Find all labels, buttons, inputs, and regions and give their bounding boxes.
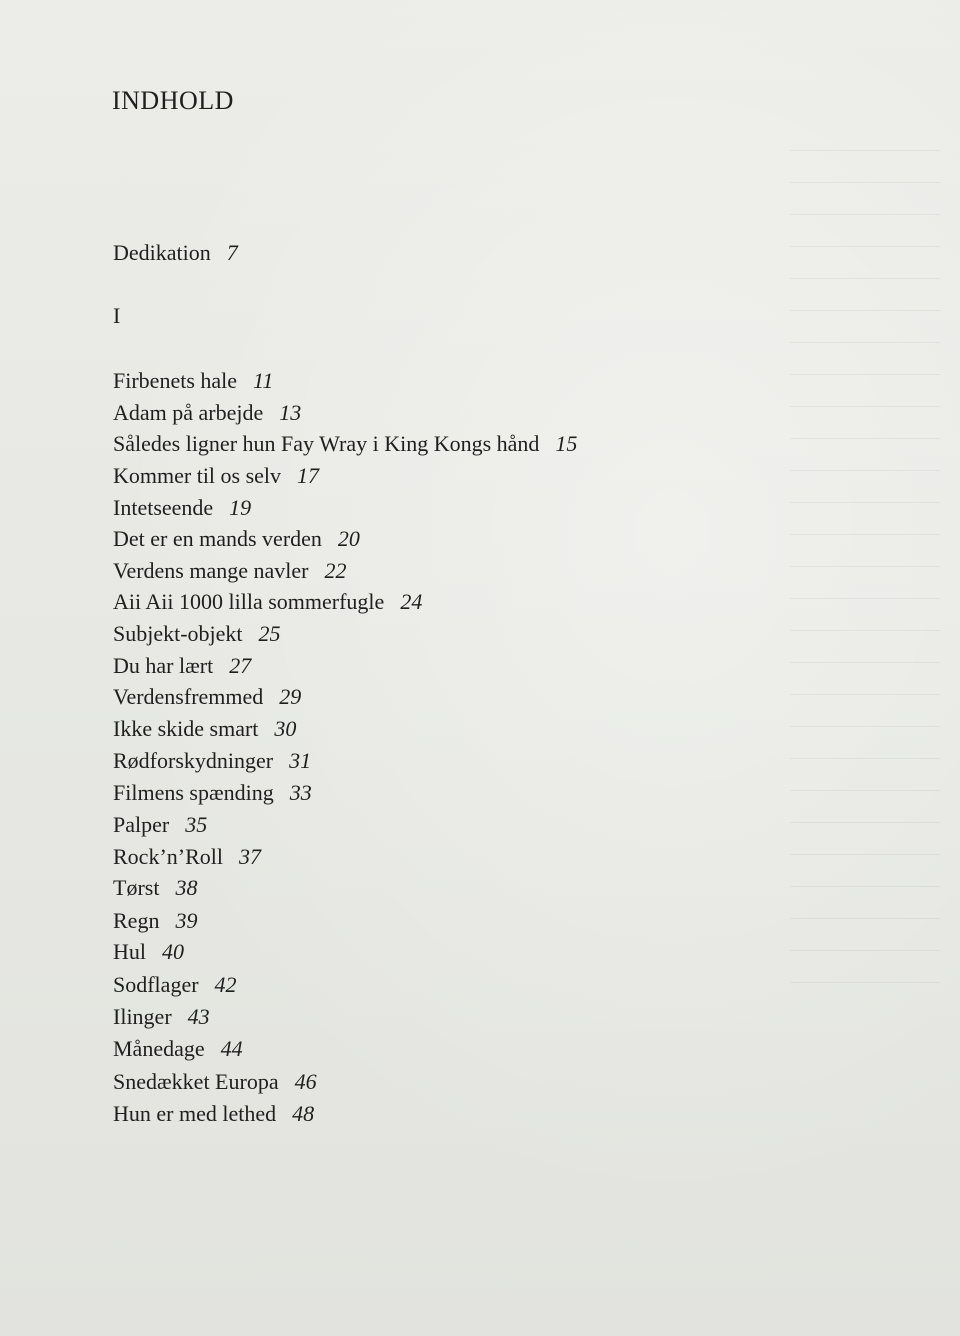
toc-entry-page: 40 [162,939,184,964]
toc-entry-title: Filmens spænding [113,780,274,805]
toc-entry [113,748,311,774]
toc-entry-title: Ikke skide smart [113,716,259,741]
toc-entry-title: Hul [113,939,146,964]
toc-entry [113,1036,243,1062]
toc-entry-page: 43 [187,1004,210,1029]
toc-entry-title: Rødforskydninger [113,748,274,773]
toc-entry [113,844,261,870]
contents-heading: INDHOLD [112,86,234,115]
toc-entry-page: 13 [279,400,302,425]
toc-entry-page: 44 [220,1036,243,1061]
toc-entry-page: 30 [274,716,297,741]
toc-entry [113,400,301,426]
toc-entry-title: Sodflager [113,972,199,997]
toc-entry [113,939,184,965]
toc-entry [113,972,237,998]
toc-entry [113,684,301,710]
toc-entry-page: 17 [297,463,320,488]
toc-entry-page: 25 [258,621,281,646]
toc-entry [113,653,251,679]
toc-entry-title: Aii Aii 1000 lilla sommerfugle [113,589,385,614]
toc-entry-page: 35 [185,812,208,837]
toc-entry [113,1004,210,1030]
toc-entry-page: 31 [289,748,312,773]
toc-entry-page: 15 [555,431,578,456]
toc-entry-dedication [113,240,238,266]
toc-entry [113,780,312,806]
toc-entry-page: 29 [279,684,302,709]
toc-entry-title: Tørst [113,875,160,900]
toc-entry [113,716,296,742]
toc-entry-page: 11 [253,368,274,393]
section-numeral: I [113,303,121,328]
toc-entry [113,463,319,489]
toc-entry-title: Verdens mange navler [113,558,309,583]
toc-entry [113,431,577,457]
toc-entry-page: 27 [229,653,252,678]
toc-entry [113,812,207,838]
toc-entry-page: 48 [292,1101,315,1126]
toc-entry [113,526,360,552]
toc-entry-title: Palper [113,812,170,837]
toc-entry-page: 46 [294,1069,317,1094]
toc-entry-page: 33 [289,780,312,805]
toc-entry [113,621,281,647]
toc-entry-title: Snedækket Europa [113,1069,279,1094]
toc-entry-page: 7 [226,240,238,265]
toc-entry-title: Intetseende [113,495,214,520]
toc-entry-page: 37 [239,844,261,869]
toc-entry [113,495,251,521]
toc-entry-title: Verdensfremmed [113,684,264,709]
toc-entry-page: 20 [337,526,360,551]
toc-entry-page: 42 [214,972,237,997]
toc-entry [113,589,422,615]
toc-entry-page: 22 [324,558,347,583]
toc-entry [113,558,346,584]
toc-entry-title: Du har lært [113,653,214,678]
toc-entry-title: Dedikation [113,240,211,265]
toc-entry-title: Månedage [113,1036,205,1061]
toc-entry-title: Subjekt-objekt [113,621,243,646]
toc-entry-page: 38 [175,875,198,900]
toc-entry-title: Kommer til os selv [113,463,282,488]
toc-entry-title: Ilinger [113,1004,172,1029]
toc-entry [113,368,273,394]
toc-entry-title: Adam på arbejde [113,400,264,425]
toc-entry [113,1101,314,1127]
toc-entry-page: 24 [400,589,423,614]
toc-entry-page: 39 [175,908,198,933]
toc-entry [113,908,197,934]
toc-entry-title: Rock’n’Roll [113,844,223,869]
toc-entry-title: Hun er med lethed [113,1101,277,1126]
toc-entry-title: Firbenets hale [113,368,238,393]
toc-entry-page: 19 [229,495,252,520]
toc-entry [113,875,197,901]
toc-entry-title: Således ligner hun Fay Wray i King Kongs hånd [113,431,540,456]
toc-entry [113,1069,317,1095]
toc-entry-title: Regn [113,908,160,933]
show-through-text [790,150,940,1010]
toc-entry-title: Det er en mands verden [113,526,322,551]
